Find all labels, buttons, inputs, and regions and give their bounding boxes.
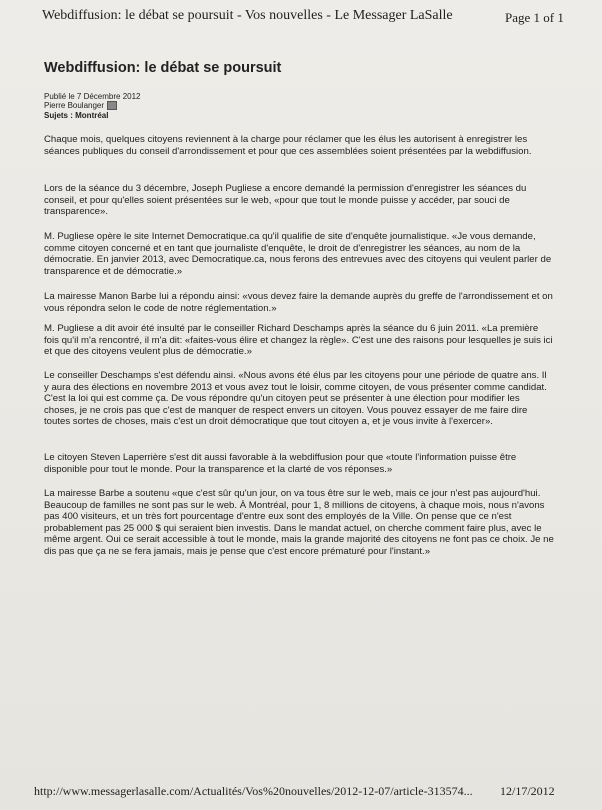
subjects-value[interactable]: Montréal — [75, 111, 109, 120]
article-paragraph: M. Pugliese opère le site Internet Democratique.ca qu'il qualifie de site d'enquête journalistique. «Je vous demande, comme citoyen concerné et en tant que journaliste d'enquête, le droit de d'enregistrer les séances, au nom de la démocratie. En janvier 2013, avec Democratique.ca, nous ferons des entrevues avec des citoyens qui veulent parler de transparence et de démocratie.» — [44, 231, 552, 277]
author-name[interactable]: Pierre Boulanger — [44, 101, 105, 110]
subjects-label: Sujets : — [44, 111, 76, 120]
article-paragraph: La mairesse Barbe a soutenu «que c'est sûr qu'un jour, on va tous être sur le web, mais ce jour n'est pas aujourd'hui. Beaucoup de familles ne sont pas sur le web. À Montréal, pour 1, 8 millions de citoyens, à chaque mois, nous n'avons pas 400 visiteurs, et un très fort pourcentage d'entre eux sont des employés de la Ville. On pense que ce n'est probablement pas 25 000 $ qui seraient bien investis. Dans le mandat actuel, on cherche comment faire plus, avec le même argent. Oui ce serait accessible à tout le monde, mais la grande majorité des citoyens ne font pas ce choix. Je ne dis pas que ça ne se fera jamais, mais je pense que c'est encore prématuré pour l'instant.» — [44, 488, 554, 557]
article-paragraph: Le conseiller Deschamps s'est défendu ainsi. «Nous avons été élus par les citoyens pour une période de quatre ans. Il y aura des élections en novembre 2013 et vous avez tout le loisir, comme citoyen, de vous présenter comme candidat. C'est la loi qui est comme ça. De vous répondre qu'un citoyen peut se présenter à une élection pour modifier les choses, je ne crois pas que c'est de manquer de respect envers un citoyen. Vous pouvez essayer de me faire dire toutes sortes de choses, mais c'est un droit démocratique que tout citoyen a, et je vous invite à l'exercer». — [44, 370, 547, 428]
subjects-line — [44, 111, 108, 121]
article-paragraph: La mairesse Manon Barbe lui a répondu ainsi: «vous devez faire la demande auprès du greffe de l'arrondissement et on vous répondra selon le code de notre réglementation.» — [44, 291, 553, 314]
print-header-title: Webdiffusion: le débat se poursuit - Vos nouvelles - Le Messager LaSalle — [42, 8, 453, 23]
article-paragraph: Le citoyen Steven Laperrière s'est dit aussi favorable à la webdiffusion pour que «toute l'information puisse être disponible pour tout le monde. Pour la transparence et la clarté de vos réponses.» — [44, 452, 517, 475]
article-paragraph: Chaque mois, quelques citoyens reviennent à la charge pour réclamer que les élus les autorisent à enregistrer les séances publiques du conseil d'arrondissement et pour que ces assemblées soient présentées par la webdiffusion. — [44, 134, 532, 157]
author-line — [44, 101, 117, 111]
print-footer-url: http://www.messagerlasalle.com/Actualités/Vos%20nouvelles/2012-12-07/article-313574... — [34, 784, 473, 798]
email-icon[interactable] — [107, 101, 117, 110]
article-paragraph: M. Pugliese a dit avoir été insulté par le conseiller Richard Deschamps après la séance du 6 juin 2011. «La première fois qu'il m'a rencontré, il m'a dit: «faites-vous élire et changez la règle». C'est une des raisons pour lesquelles je suis ici et que des citoyens veulent plus de démocratie.» — [44, 323, 553, 358]
publish-date: Publié le 7 Décembre 2012 — [44, 92, 141, 101]
print-page-number: Page 1 of 1 — [505, 10, 564, 25]
article-paragraph: Lors de la séance du 3 décembre, Joseph Pugliese a encore demandé la permission d'enregistrer les séances du conseil, et pour qu'elles soient présentées sur le web, «pour que tout le monde puisse y accéder, par souci de transparence». — [44, 183, 527, 218]
print-footer-date: 12/17/2012 — [500, 784, 555, 798]
article-title: Webdiffusion: le débat se poursuit — [44, 60, 282, 76]
